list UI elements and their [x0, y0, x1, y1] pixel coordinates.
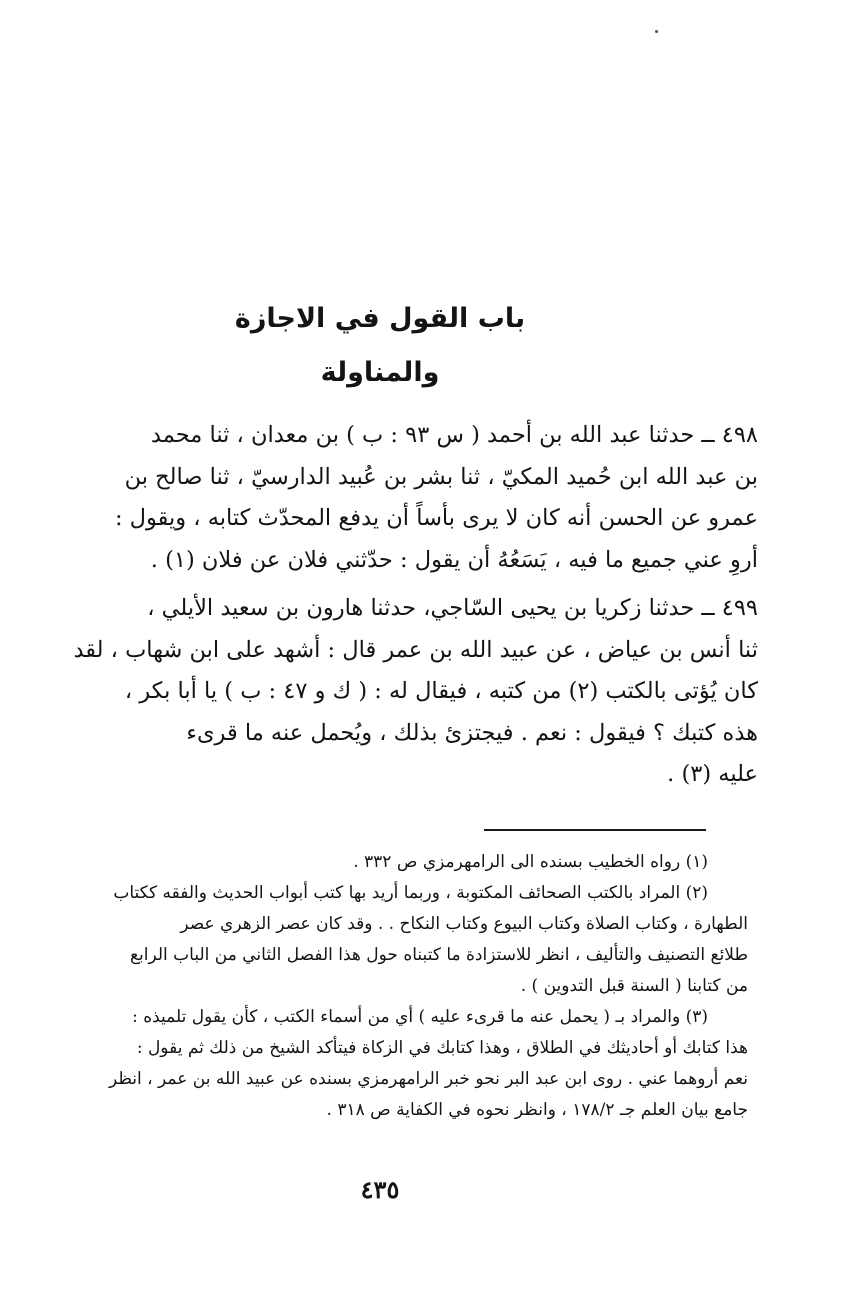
text-line: عليه (٣) . [667, 761, 758, 787]
footnote-2 [30, 878, 748, 1002]
text-line: عمرو عن الحسن أنه كان لا يرى بأساً أن يدفع المحدّث كتابه ، ويقول : [114, 505, 758, 531]
chapter-title: باب القول في الاجازة والمناولة [234, 303, 526, 388]
footnote-line: هذا كتابك أو أحاديثك في الطلاق ، وهذا كتابك في الزكاة فيتأكد الشيخ من ذلك ثم يقول : [136, 1038, 748, 1058]
footnote-divider [484, 829, 706, 831]
footnote-line: الطهارة ، وكتاب الصلاة وكتاب البيوع وكتاب النكاح . . وقد كان عصر الزهري عصر [180, 914, 748, 934]
text-line: ٤٩٩ ــ حدثنا زكريا بن يحيى السّاجي، حدثنا هارون بن سعيد الأيلي ، [147, 595, 758, 621]
footnote-line: جامع بيان العلم جـ ١٧٨/٢ ، وانظر نحوه في الكفاية ص ٣١٨ . [326, 1100, 748, 1120]
footnote-line: (١) رواه الخطيب بسنده الى الرامهرمزي ص ٣٣٢ . [353, 852, 708, 872]
page-number: ٤٣٥ [360, 1175, 400, 1204]
text-line: كان يُؤتى بالكتب (٢) من كتبه ، فيقال له : ( ك و ٤٧ : ب ) يا أبا بكر ، [124, 678, 758, 704]
scan-speck [655, 30, 658, 33]
footnotes-section [30, 847, 748, 1126]
text-line: ٤٩٨ ــ حدثنا عبد الله بن أحمد ( س ٩٣ : ب ) بن معدان ، ثنا محمد [150, 422, 758, 448]
text-line: أروِ عني جميع ما فيه ، يَسَعُهُ أن يقول : حدّثني فلان عن فلان (١) . [150, 546, 758, 573]
text-line: بن عبد الله ابن حُميد المكيّ ، ثنا بشر بن عُبيد الدارسيّ ، ثنا صالح بن [124, 463, 758, 490]
footnote-line: نعم أروهما عني . روى ابن عبد البر نحو خبر الرامهرمزي بسنده عن عبيد الله بن عمر ، انظر [108, 1069, 748, 1089]
footnote-line: (٣) والمراد بـ ( يحمل عنه ما قرىء عليه ) أي من أسماء الكتب ، كأن يقول تلميذه : [132, 1007, 708, 1027]
text-line: هذه كتبك ؟ فيقول : نعم . فيجتزئ بذلك ، ويُحمل عنه ما قرىء [186, 719, 758, 746]
footnote-line: من كتابنا ( السنة قبل التدوين ) . [520, 976, 748, 996]
text-line: ثنا أنس بن عياض ، عن عبيد الله بن عمر قال : أشهد على ابن شهاب ، لقد [73, 636, 758, 663]
footnote-3 [30, 1002, 748, 1126]
hadith-498-paragraph [46, 415, 758, 581]
footnote-line: طلائع التصنيف والتأليف ، انظر للاستزادة ما كتبناه حول هذا الفصل الثاني من الباب الرابع [129, 945, 748, 965]
hadith-499-paragraph [46, 588, 758, 796]
footnote-line: (٢) المراد بالكتب الصحائف المكتوبة ، وربما أريد بها كتب أبواب الحديث والفقه ككتاب [113, 883, 708, 903]
footnote-1 [30, 847, 748, 878]
